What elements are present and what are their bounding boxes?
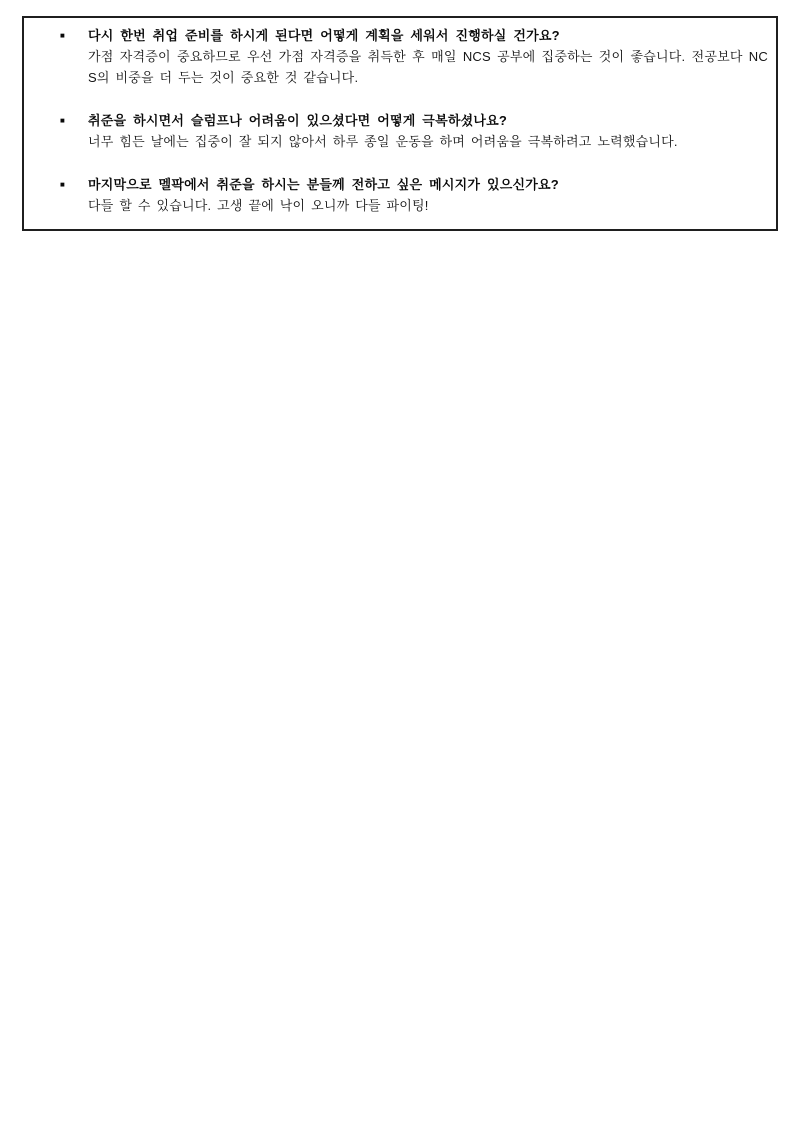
answer-text: 너무 힘든 날에는 집중이 잘 되지 않아서 하루 종일 운동을 하며 어려움을 극복하려고 노력했습니다.	[88, 134, 678, 149]
qa-item	[24, 25, 768, 88]
square-bullet-icon: ■	[60, 31, 66, 40]
answer-text: 다들 할 수 있습니다. 고생 끝에 낙이 오니까 다들 파이팅!	[88, 198, 429, 213]
square-bullet-icon: ■	[60, 180, 66, 189]
qa-item	[24, 174, 768, 216]
qa-item	[24, 110, 768, 152]
square-bullet-icon: ■	[60, 116, 66, 125]
qa-box	[22, 16, 778, 231]
question-text: 다시 한번 취업 준비를 하시게 된다면 어떻게 계획을 세워서 진행하실 건가요?	[88, 28, 560, 43]
question-row	[24, 25, 768, 46]
question-text: 마지막으로 멜팍에서 취준을 하시는 분들께 전하고 싶은 메시지가 있으신가요?	[88, 177, 559, 192]
question-row	[24, 110, 768, 131]
question-text: 취준을 하시면서 슬럼프나 어려움이 있으셨다면 어떻게 극복하셨나요?	[88, 113, 507, 128]
answer-text: 가점 자격증이 중요하므로 우선 가점 자격증을 취득한 후 매일 NCS 공부에 집중하는 것이 좋습니다. 전공보다 NCS의 비중을 더 두는 것이 중요한 것 같습니다.	[88, 49, 768, 85]
question-row	[24, 174, 768, 195]
